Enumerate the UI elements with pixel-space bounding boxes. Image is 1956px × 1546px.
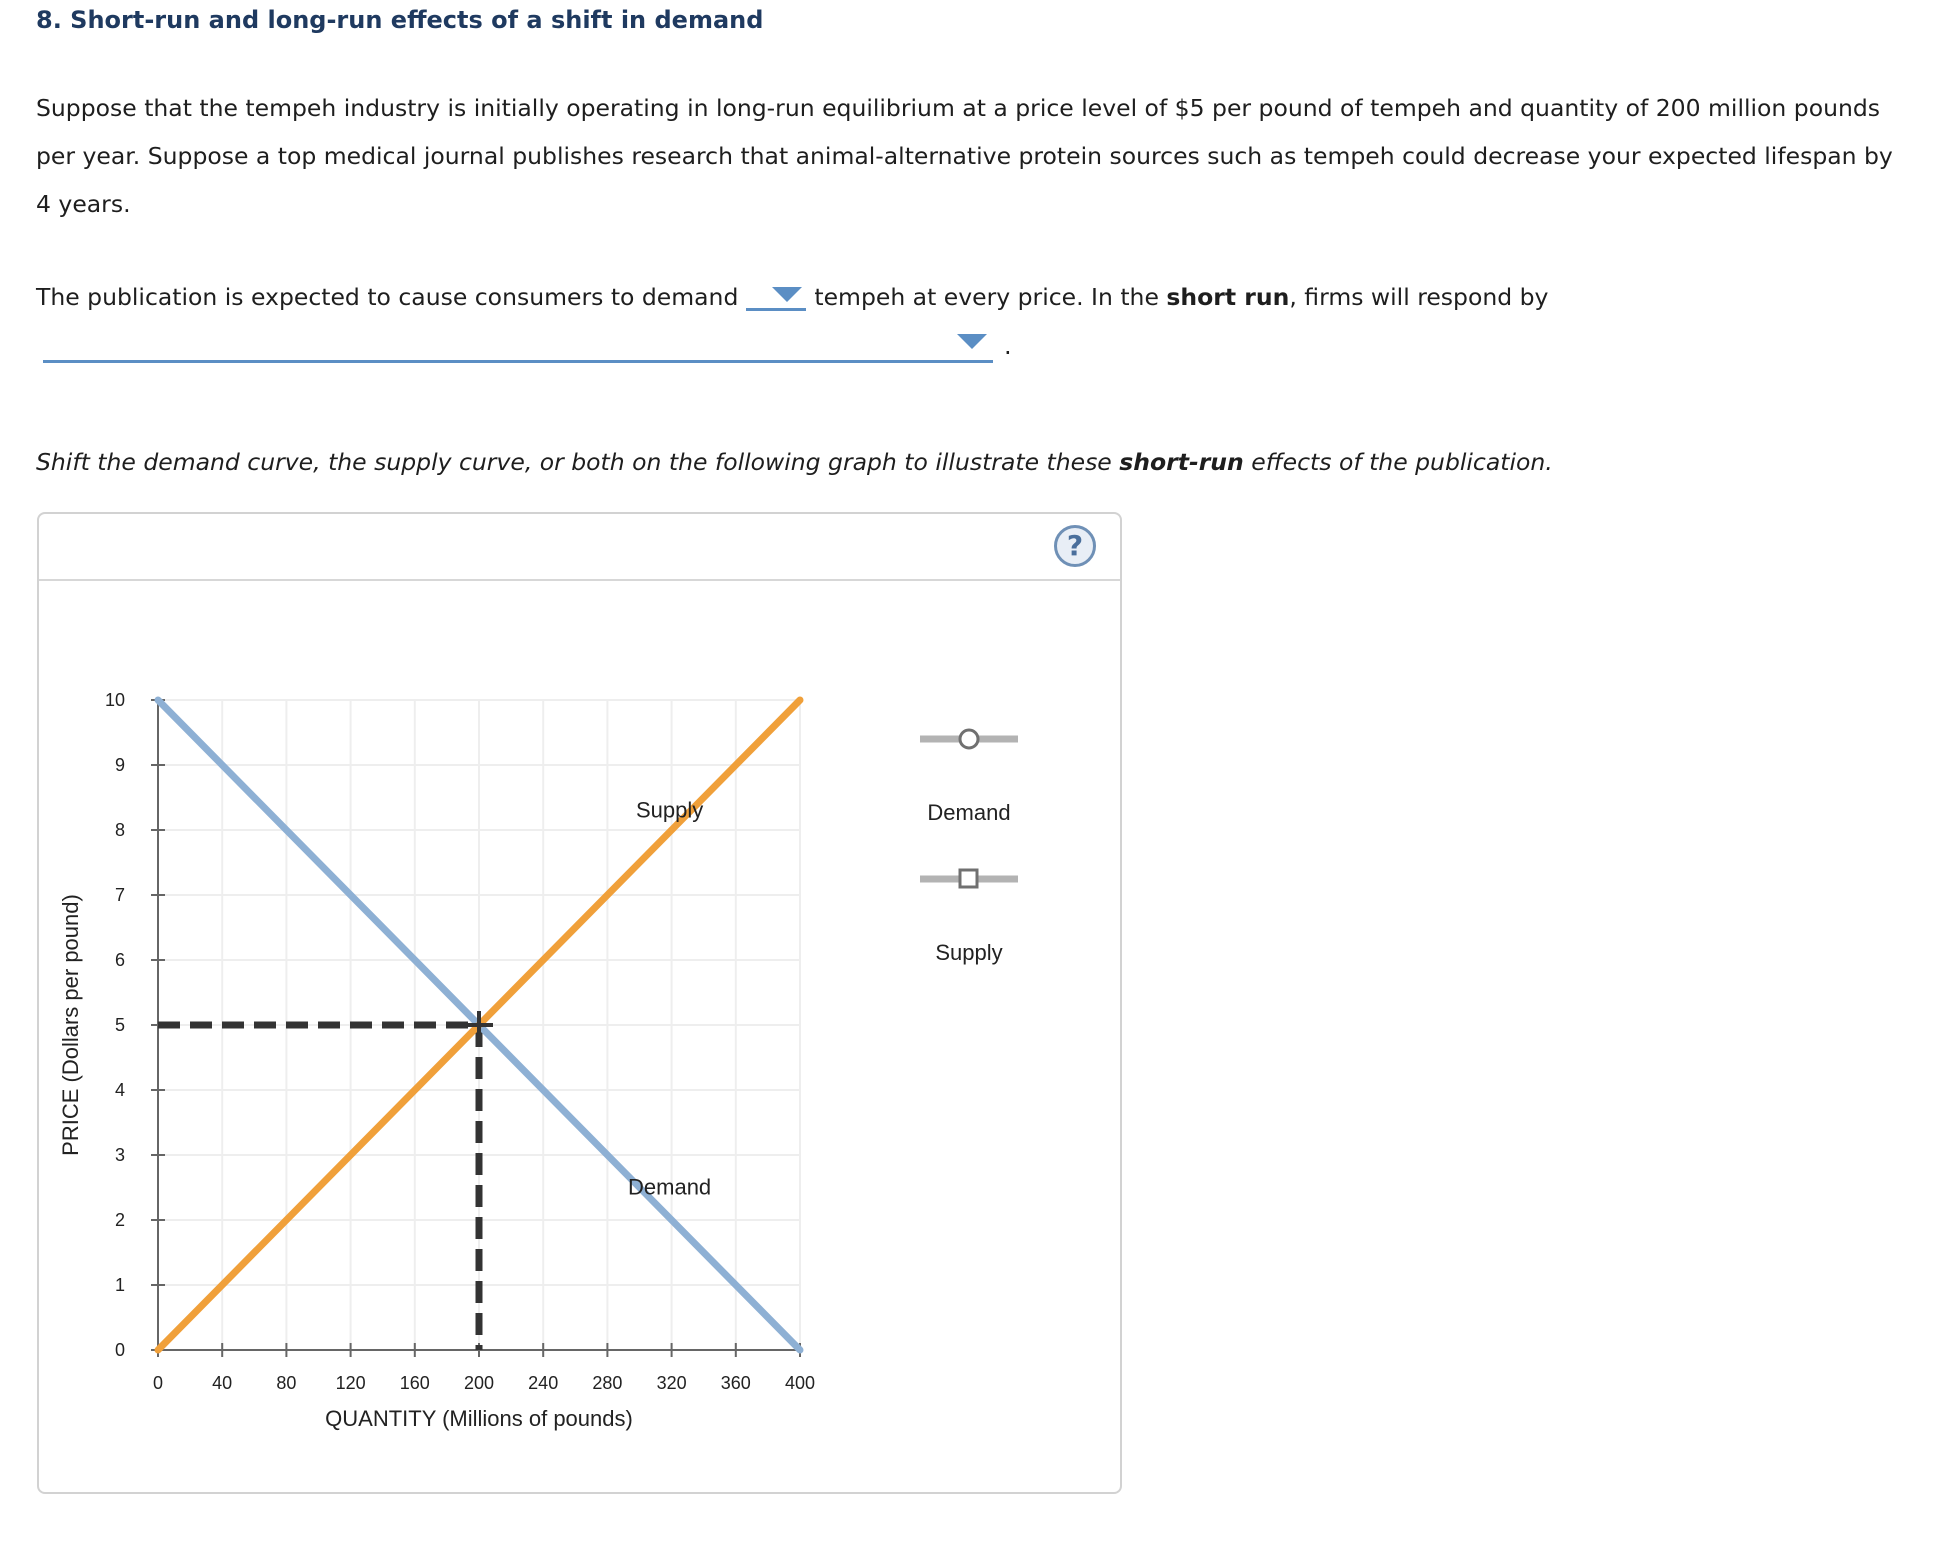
q1-bold-short-run: short run [1166,283,1290,311]
x-tick-label: 40 [212,1373,233,1393]
instr-text-1: Shift the demand curve, the supply curve, or both on the following graph to illustrate these [36,448,1112,476]
y-tick-label: 9 [114,755,125,775]
x-tick-label: 200 [463,1373,495,1393]
y-axis-label: PRICE (Dollars per pound) [58,894,83,1156]
y-tick-label: 3 [114,1145,125,1165]
question-title: 8. Short-run and long-run effects of a shift in demand [36,6,764,34]
x-tick-label: 360 [720,1373,751,1393]
x-tick-label: 0 [152,1373,164,1393]
sentence-period: . [1004,332,1012,360]
x-tick-label: 400 [784,1373,816,1393]
q1-text-1: The publication is expected to cause consumers to demand [36,283,739,311]
x-tick-label: 120 [335,1373,366,1393]
legend-demand-circle-icon[interactable] [960,730,978,748]
y-tick-label: 2 [114,1210,125,1230]
help-icon[interactable]: ? [1054,525,1096,567]
legend [920,730,1018,965]
x-tick-label: 320 [656,1373,687,1393]
legend-demand-label: Demand [927,800,1011,825]
y-tick-label: 6 [114,950,125,970]
y-tick-label: 10 [104,690,125,710]
y-tick-label: 4 [114,1080,125,1100]
legend-supply-square-icon[interactable] [960,870,977,887]
y-tick-label: 7 [114,885,125,905]
q1-text-3: , firms will respond by [1289,283,1549,311]
x-tick-label: 240 [528,1373,559,1393]
instr-text-2: effects of the publication. [1251,448,1553,476]
question-paragraph: Suppose that the tempeh industry is initially operating in long-run equilibrium at a price level of $5 per pound of tempeh and quantity of 200 million pounds per year. Suppose a top medical journal publishes research that animal-alternative protein sources such as tempeh could decrease your expected lifespan by 4 years. [36,94,1893,218]
y-tick-label: 1 [114,1275,125,1295]
q1-text-2: tempeh at every price. In the [814,283,1159,311]
instr-bold-short-run: short-run [1119,448,1244,476]
x-tick-label: 280 [592,1373,623,1393]
x-tick-label: 80 [276,1373,297,1393]
demand-curve-label: Demand [628,1174,712,1200]
legend-supply-label: Supply [935,940,1003,965]
y-tick-label: 8 [114,820,125,840]
x-tick-label: 160 [399,1373,430,1393]
y-tick-label: 5 [114,1015,125,1035]
supply-curve-label: Supply [635,797,704,823]
y-tick-label: 0 [114,1340,125,1360]
x-axis-label: QUANTITY (Millions of pounds) [325,1406,633,1431]
